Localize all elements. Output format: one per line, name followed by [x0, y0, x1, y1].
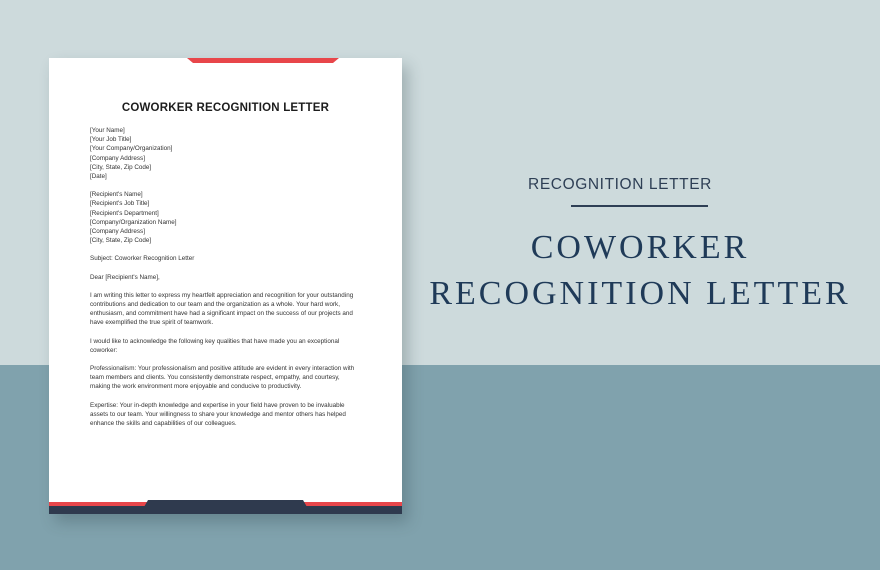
main-heading-line: RECOGNITION LETTER [429, 275, 851, 312]
top-accent-band [187, 58, 339, 63]
salutation: Dear [Recipient's Name], [90, 273, 160, 281]
recipient-line: [Recipient's Job Title] [90, 200, 150, 208]
subject-line: Subject: Coworker Recognition Letter [90, 255, 195, 263]
letter-title: COWORKER RECOGNITION LETTER [121, 102, 330, 114]
paragraph-line: I am writing this letter to express my heartfelt appreciation and recognition for your outstanding [90, 291, 354, 299]
paragraph-line: I would like to acknowledge the following key qualities that have made you an exceptional [90, 337, 340, 345]
sender-line: [Your Company/Organization] [90, 145, 173, 153]
recipient-line: [Company/Organization Name] [90, 218, 177, 226]
sender-line: [Company Address] [90, 154, 145, 162]
recipient-line: [City, State, Zip Code] [90, 237, 152, 245]
main-heading [420, 225, 860, 317]
recipient-block [90, 190, 365, 245]
sender-line: [Your Name] [90, 127, 125, 134]
caption-divider [571, 205, 708, 207]
sender-line: [City, State, Zip Code] [90, 163, 152, 171]
paragraph-line: have exemplified the true spirit of teamwork. [90, 319, 214, 327]
sender-line: [Date] [90, 173, 107, 181]
paragraph-qualities [90, 337, 365, 355]
paragraph-intro [90, 291, 365, 328]
section-caption: RECOGNITION LETTER [528, 176, 712, 193]
main-heading-line: COWORKER [530, 229, 750, 266]
paragraph-line: assets to our team. Your willingness to share your knowledge and mentor others has helped [90, 410, 346, 418]
paragraph-line: enthusiasm, and commitment have had a significant impact on the success of our projects and [90, 310, 353, 318]
paragraph-line: coworker: [90, 346, 118, 354]
letter-body [90, 126, 365, 437]
paragraph-line: enhance the skills and capabilities of our colleagues. [90, 420, 237, 428]
paragraph-line: team members and clients. You consistently demonstrate respect, empathy, and courtesy, [90, 374, 340, 382]
paragraph-line: contributions and dedication to our team and the organization as a whole. Your hard work, [90, 301, 340, 309]
sender-line: [Your Job Title] [90, 136, 132, 144]
recipient-line: [Recipient's Department] [90, 209, 159, 217]
letter-document [49, 58, 402, 514]
bottom-accent-tab [140, 500, 311, 514]
paragraph-professionalism [90, 364, 365, 392]
sender-block [90, 126, 365, 181]
paragraph-line: Professionalism: Your professionalism and positive attitude are evident in every interaction with [90, 365, 355, 373]
recipient-line: [Company Address] [90, 228, 145, 236]
paragraph-expertise [90, 401, 365, 429]
recipient-line: [Recipient's Name] [90, 191, 143, 199]
paragraph-line: Expertise: Your in-depth knowledge and expertise in your field have proven to be invaluable [90, 401, 345, 409]
paragraph-line: making the work environment more enjoyable and conducive to productivity. [90, 383, 302, 391]
